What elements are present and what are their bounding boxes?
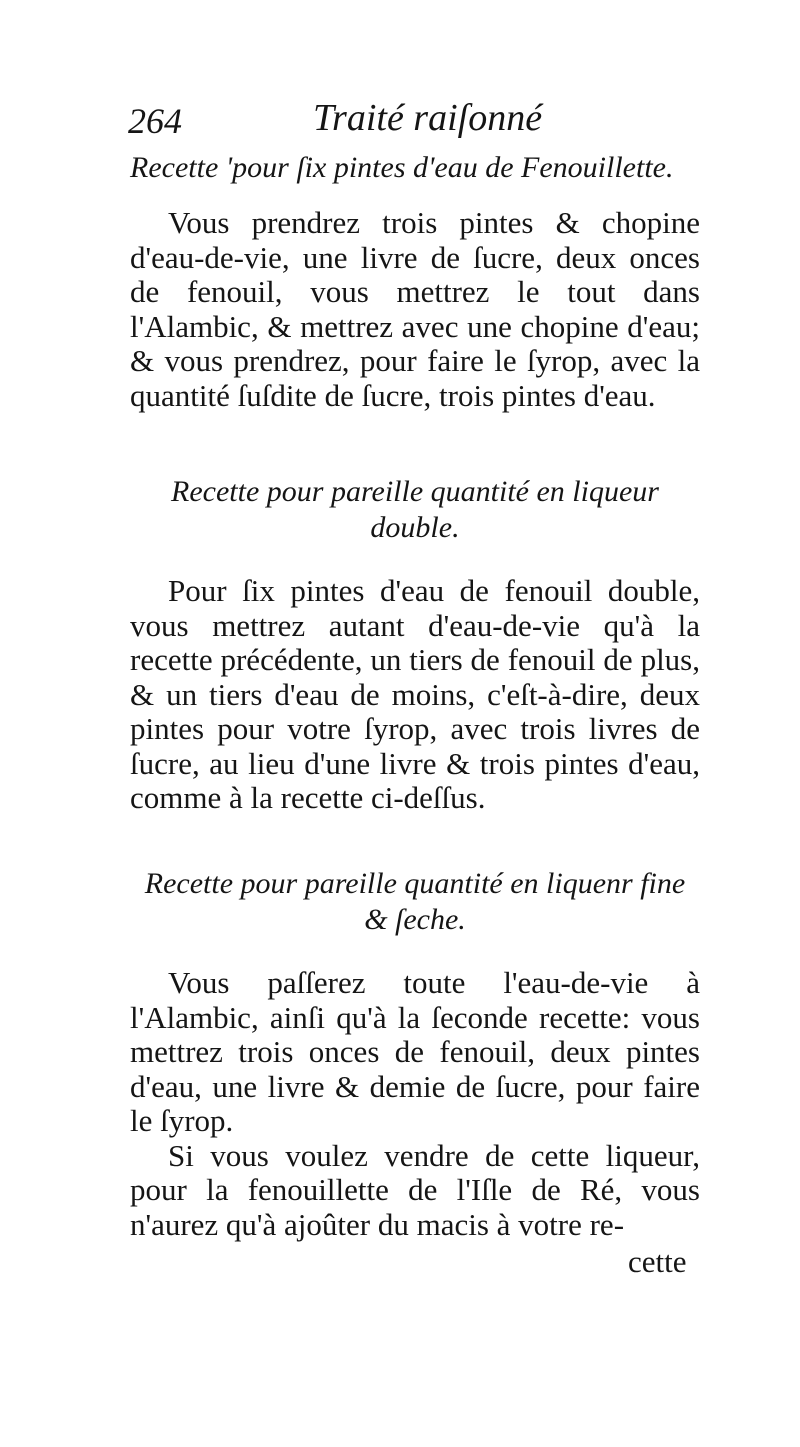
paragraph: Pour ſix pintes d'eau de fenouil double, vous mettrez autant d'eau-de-vie qu'à la recette précédente, un tiers de fenouil de plus, & un tiers d'eau de moins, c'eſt-à-dire, deux pintes pour votre ſyrop, avec trois livres de ſucre, au lieu d'une livre & trois pintes d'eau, comme à la recette ci-deſſus. xyxy=(130,573,700,815)
recipe-section-2 xyxy=(130,474,700,816)
paragraph: Si vous voulez vendre de cette liqueur, pour la fenouillette de l'Iſle de Ré, vous n'aurez qu'à ajoûter du macis à votre re- xyxy=(130,1137,700,1242)
catchword: cette xyxy=(628,1244,687,1279)
recipe-section-3 xyxy=(130,866,700,1242)
paragraph: Vous paſſerez toute l'eau-de-vie à l'Alambic, ainſi qu'à la ſeconde recette: vous mettrez trois onces de fenouil, deux pintes d'eau, une livre & demie de ſucre, pour faire le ſyrop. xyxy=(130,965,700,1138)
page-header xyxy=(128,96,698,146)
recipe-section-1 xyxy=(130,150,700,413)
recipe-title: Recette pour pareille quantité en liquenr fine & ſeche. xyxy=(144,867,686,936)
recipe-title: Recette 'pour ſix pintes d'eau de Fenouillette. xyxy=(130,151,674,184)
recipe-title: Recette pour pareille quantité en liqueur double. xyxy=(171,475,659,544)
page-number: 264 xyxy=(128,101,182,141)
paragraph: Vous prendrez trois pintes & chopine d'eau-de-vie, une livre de ſucre, deux onces de fenouil, vous mettrez le tout dans l'Alambic, & mettrez avec une chopine d'eau; & vous prendrez, pour faire le ſyrop, avec la quantité ſuſdite de ſucre, trois pintes d'eau. xyxy=(130,205,700,413)
running-head: Traité raiſonné xyxy=(313,97,543,139)
